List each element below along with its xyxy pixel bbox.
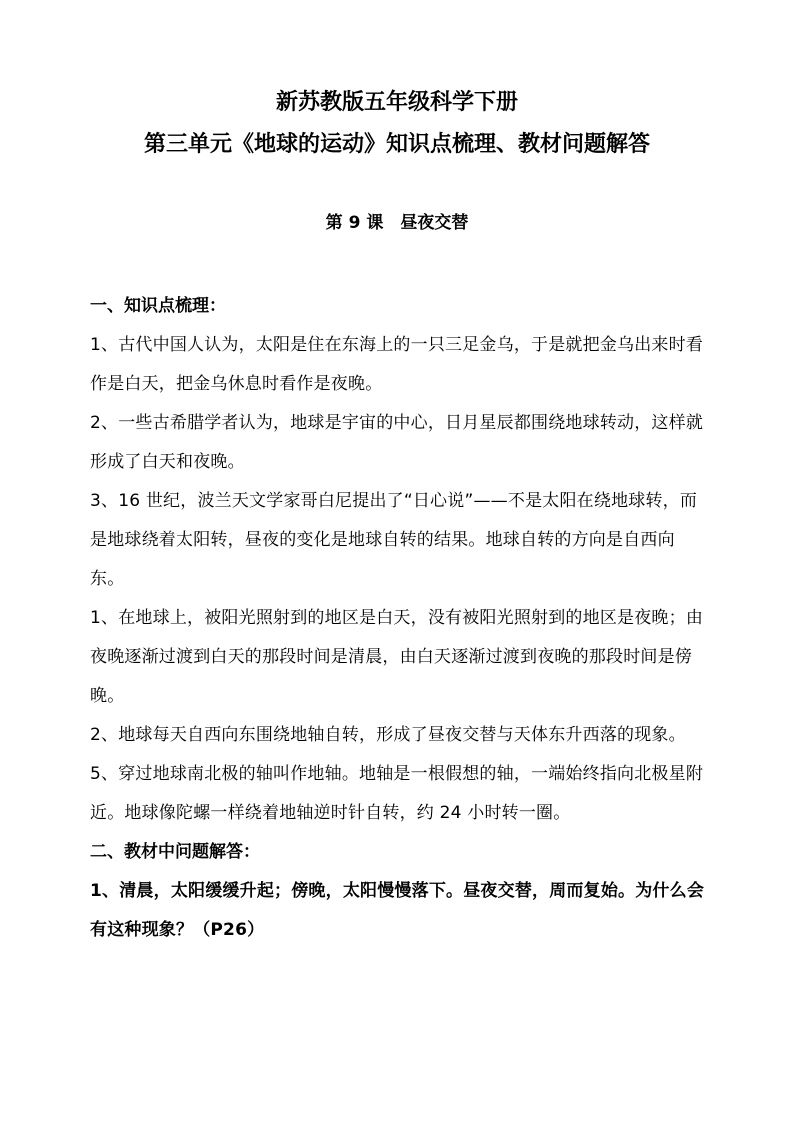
list-item: 1、在地球上，被阳光照射到的地区是白天，没有被阳光照射到的地区是夜晚；由夜晚逐渐过渡到白天的那段时间是清晨，由白天逐渐过渡到夜晚的那段时间是傍晚。: [90, 608, 704, 706]
list-item: 2、地球每天自西向东围绕地轴自转，形成了昼夜交替与天体东升西落的现象。: [90, 725, 686, 745]
document-body: [90, 287, 706, 950]
question-item: 1、清晨，太阳缓缓升起；傍晚，太阳慢慢落下。昼夜交替，周而复始。为什么会有这种现象？（P26）: [90, 881, 705, 940]
list-item: 1、古代中国人认为，太阳是住在东海上的一只三足金乌，于是就把金乌出来时看作是白天，把金乌休息时看作是夜晚。: [90, 335, 704, 394]
section-heading-knowledge: 一、知识点梳理：: [90, 296, 226, 316]
list-item: 3、16 世纪，波兰天文学家哥白尼提出了“日心说”——不是太阳在绕地球转，而是地球绕着太阳转，昼夜的变化是地球自转的结果。地球自转的方向是自西向东。: [90, 491, 698, 589]
title-line-2: 第三单元《地球的运动》知识点梳理、教材问题解答: [143, 132, 650, 157]
document-title: [0, 82, 794, 166]
list-item: 2、一些古希腊学者认为，地球是宇宙的中心，日月星辰都围绕地球转动，这样就形成了白天和夜晚。: [90, 413, 704, 472]
list-item: 5、穿过地球南北极的轴叫作地轴。地轴是一根假想的轴，一端始终指向北极星附近。地球像陀螺一样绕着地轴逆时针自转，约 24 小时转一圈。: [90, 764, 704, 823]
lesson-title: 第 9 课 昼夜交替: [325, 213, 469, 233]
section-heading-questions: 二、教材中问题解答：: [90, 842, 260, 862]
title-line-1: 新苏教版五年级科学下册: [275, 90, 518, 115]
